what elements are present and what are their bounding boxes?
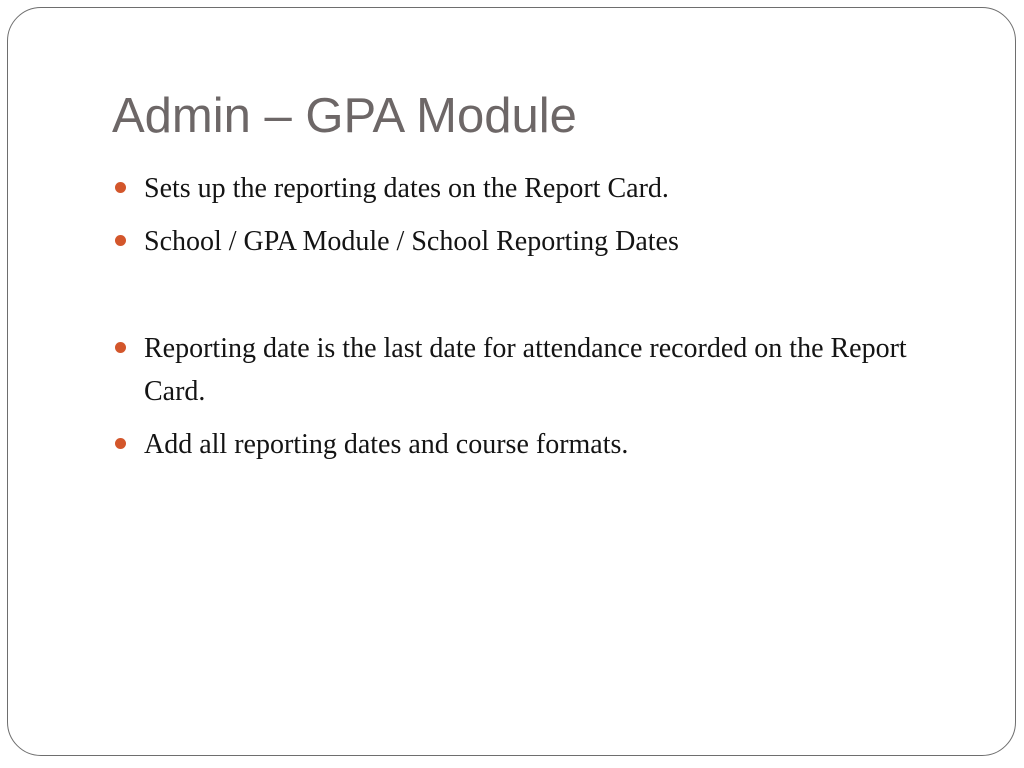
bullet-item: [114, 220, 974, 263]
bullet-text: Reporting date is the last date for attendance recorded on the Report Card.: [144, 333, 907, 407]
bullet-marker-icon: [115, 182, 126, 193]
bullet-item: [114, 423, 974, 466]
bullet-marker-icon: [115, 342, 126, 353]
bullet-marker-icon: [115, 438, 126, 449]
bullet-text: School / GPA Module / School Reporting Dates: [144, 226, 679, 257]
bullet-text: Sets up the reporting dates on the Report Card.: [144, 173, 669, 204]
bullet-text: Add all reporting dates and course formats.: [144, 429, 629, 460]
bullet-marker-icon: [115, 235, 126, 246]
slide-title: Admin – GPA Module: [112, 89, 577, 143]
bullet-item: [114, 167, 974, 210]
bullet-item: [114, 327, 974, 413]
